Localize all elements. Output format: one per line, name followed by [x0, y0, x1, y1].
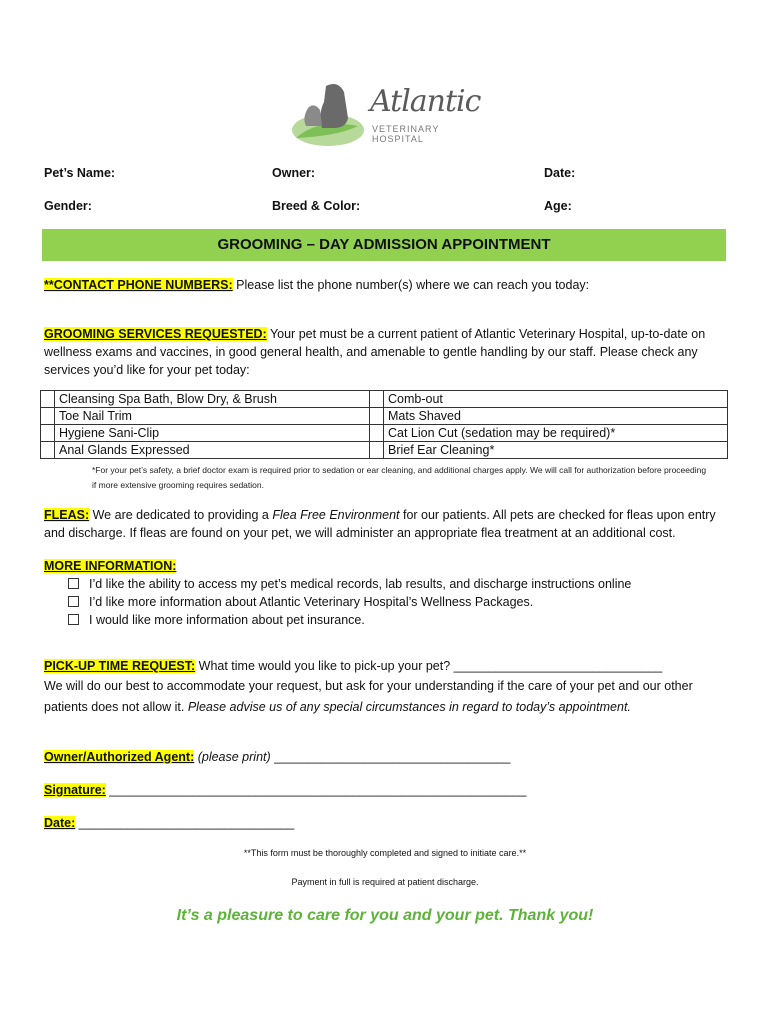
date-sign-line[interactable]	[44, 814, 730, 832]
service-label: Anal Glands Expressed	[55, 442, 370, 459]
services-table	[40, 390, 728, 459]
logo-name: Atlantic	[370, 84, 481, 119]
breed-label: Breed & Color:	[272, 199, 361, 213]
service-label: Hygiene Sani-Clip	[55, 425, 370, 442]
fleas-text-2: for our patients. All pets are checked for fleas upon entry and discharge. If fleas are found on your pet, we will administer an appropriate flea treatment at an additional cost.	[44, 508, 716, 540]
option-label: I’d like the ability to access my pet’s medical records, lab results, and discharge instructions online	[89, 577, 632, 591]
contact-text: Please list the phone number(s) where we can reach you today:	[232, 278, 590, 292]
pickup-label: PICK-UP TIME REQUEST:	[44, 659, 196, 673]
pickup-body: We will do our best to accommodate your request, but ask for your understanding if the care of your pet and our other patients does not allow it.	[44, 679, 693, 714]
pickup-text	[44, 676, 730, 718]
more-info-option[interactable]	[68, 575, 631, 593]
service-checkbox[interactable]	[370, 408, 384, 425]
service-checkbox[interactable]	[41, 408, 55, 425]
service-label: Mats Shaved	[384, 408, 728, 425]
pickup-question	[44, 657, 730, 675]
agent-field[interactable]: __________________________________	[274, 750, 511, 764]
more-info-option[interactable]	[68, 611, 365, 629]
pickup-question-text[interactable]: What time would you like to pick-up your pet? ______________________________	[195, 659, 663, 673]
footer-note-1: **This form must be thoroughly completed and signed to initiate care.**	[243, 848, 527, 858]
form-title-banner	[42, 229, 726, 261]
service-label: Comb-out	[384, 391, 728, 408]
service-checkbox[interactable]	[41, 425, 55, 442]
services-intro	[44, 325, 730, 379]
checkbox-icon[interactable]	[68, 596, 79, 607]
table-row	[41, 425, 728, 442]
logo	[288, 78, 488, 150]
services-intro-text: Your pet must be a current patient of Atlantic Veterinary Hospital, up-to-date on wellness exams and vaccines, in good general health, and amenable to gentle handling by our staff. Please check any services you’d like for your pet today:	[44, 327, 706, 377]
service-checkbox[interactable]	[370, 425, 384, 442]
logo-subtitle: VETERINARY HOSPITAL	[372, 124, 440, 144]
service-checkbox[interactable]	[41, 442, 55, 459]
more-info-label: MORE INFORMATION:	[44, 559, 177, 573]
services-note: *For your pet’s safety, a brief doctor exam is required prior to sedation or ear cleaning, and additional charges apply. We will call for authorization before proceeding if more extensive grooming requires sedation.	[92, 465, 707, 490]
signature-label: Signature:	[44, 783, 106, 797]
agent-line[interactable]	[44, 748, 730, 766]
signature-line[interactable]	[44, 781, 730, 799]
date-label: Date:	[544, 166, 576, 180]
checkbox-icon[interactable]	[68, 614, 79, 625]
agent-hint: (please print)	[194, 750, 275, 764]
pet-name-label: Pet’s Name:	[44, 166, 116, 180]
form-title: GROOMING – DAY ADMISSION APPOINTMENT	[217, 236, 551, 253]
service-label: Cat Lion Cut (sedation may be required)*	[384, 425, 728, 442]
pickup-emphasis: Please advise us of any special circumstances in regard to today’s appointment.	[187, 700, 631, 714]
contact-label: **CONTACT PHONE NUMBERS:	[44, 278, 233, 292]
checkbox-icon[interactable]	[68, 578, 79, 589]
gender-label: Gender:	[44, 199, 92, 213]
owner-label: Owner:	[272, 166, 316, 180]
services-label: GROOMING SERVICES REQUESTED:	[44, 327, 267, 341]
service-label: Toe Nail Trim	[55, 408, 370, 425]
service-label: Cleansing Spa Bath, Blow Dry, & Brush	[55, 391, 370, 408]
option-label: I’d like more information about Atlantic Veterinary Hospital’s Wellness Packages.	[89, 595, 534, 609]
service-label: Brief Ear Cleaning*	[384, 442, 728, 459]
table-row	[41, 391, 728, 408]
more-info-option[interactable]	[68, 593, 533, 611]
more-info-heading	[44, 557, 730, 575]
fleas-label: FLEAS:	[44, 508, 90, 522]
date-sign-field[interactable]: _______________________________	[75, 816, 295, 830]
option-label: I would like more information about pet insurance.	[89, 613, 365, 627]
fleas-section	[44, 506, 730, 542]
fleas-text: We are dedicated to providing a	[89, 508, 273, 522]
service-checkbox[interactable]	[370, 442, 384, 459]
service-checkbox[interactable]	[41, 391, 55, 408]
age-label: Age:	[544, 199, 572, 213]
thank-you-message: It’s a pleasure to care for you and your pet. Thank you!	[176, 907, 594, 924]
table-row	[41, 408, 728, 425]
footer-note-2: Payment in full is required at patient discharge.	[291, 877, 479, 887]
date-sign-label: Date:	[44, 816, 76, 830]
service-checkbox[interactable]	[370, 391, 384, 408]
table-row	[41, 442, 728, 459]
contact-section	[44, 276, 730, 294]
logo-dog-cat-icon	[288, 78, 368, 150]
signature-field[interactable]: ____________________________________________________________	[105, 783, 527, 797]
agent-label: Owner/Authorized Agent:	[44, 750, 195, 764]
fleas-emphasis: Flea Free Environment	[272, 508, 400, 522]
